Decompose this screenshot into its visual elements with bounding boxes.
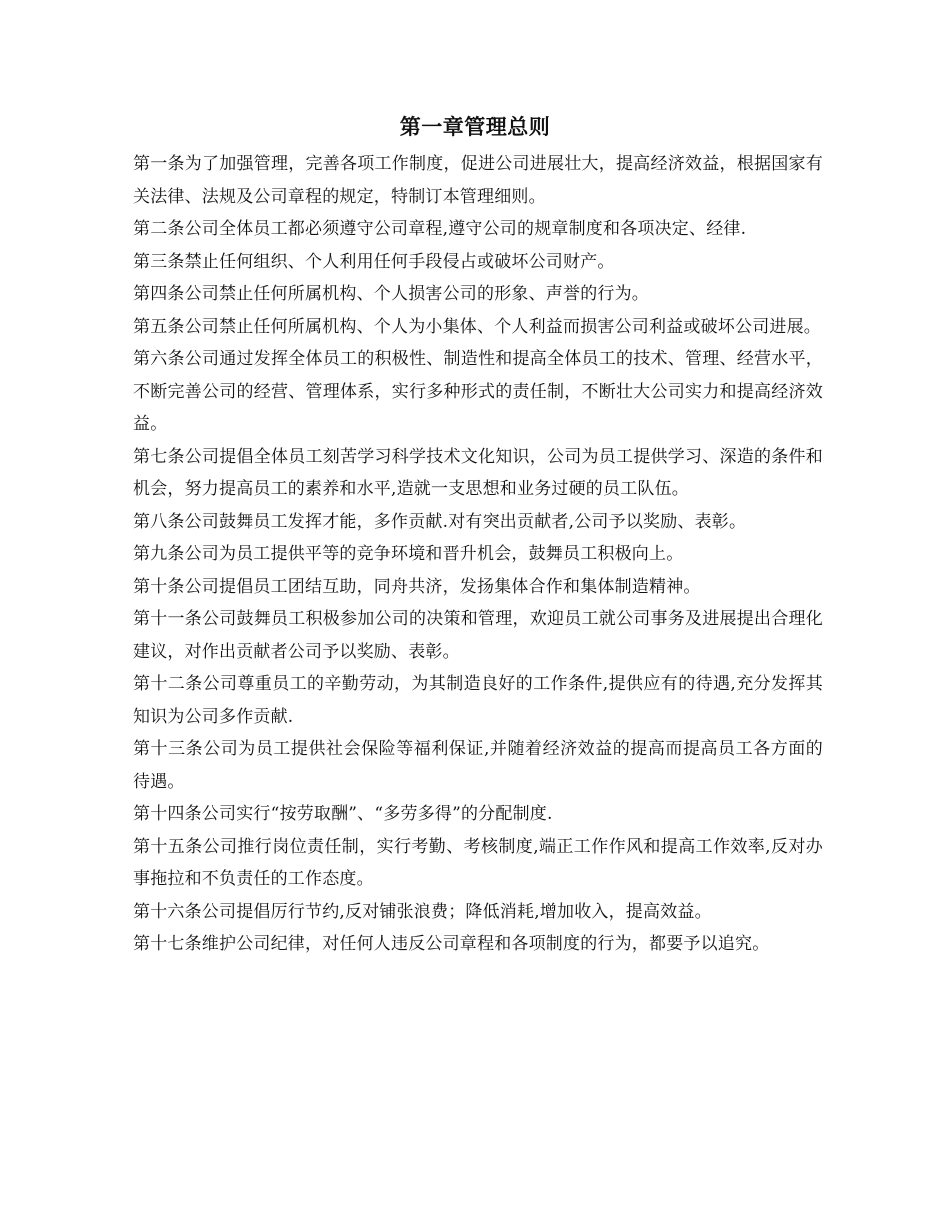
article-list — [133, 148, 823, 961]
article-6: 第六条公司通过发挥全体员工的积极性、制造性和提高全体员工的技术、管理、经营水平，不断完善公司的经营、管理体系，实行多种形式的责任制，不断壮大公司实力和提高经济效益。 — [133, 349, 823, 434]
article-3: 第三条禁止任何组织、个人利用任何手段侵占或破坏公司财产。 — [133, 251, 615, 272]
article-11: 第十一条公司鼓舞员工积极参加公司的决策和管理，欢迎员工就公司事务及进展提出合理化建议，对作出贡献者公司予以奖励、表彰。 — [133, 609, 823, 662]
article-9: 第九条公司为员工提供平等的竞争环境和晋升机会，鼓舞员工积极向上。 — [133, 544, 684, 564]
article-10: 第十条公司提倡员工团结互助，同舟共济，发扬集体合作和集体制造精神。 — [133, 576, 701, 597]
article-7: 第七条公司提倡全体员工刻苦学习科学技术文化知识，公司为员工提供学习、深造的条件和机会，努力提高员工的素养和水平,造就一支思想和业务过硬的员工队伍。 — [133, 446, 823, 499]
article-2: 第二条公司全体员工都必须遵守公司章程,遵守公司的规章制度和各项决定、经律. — [133, 219, 747, 239]
article-16: 第十六条公司提倡厉行节约,反对铺张浪费；降低消耗,增加收入，提高效益。 — [133, 901, 712, 922]
article-4: 第四条公司禁止任何所属机构、个人损害公司的形象、声誉的行为。 — [133, 284, 649, 304]
article-8: 第八条公司鼓舞员工发挥才能，多作贡献.对有突出贡献者,公司予以奖励、表彰。 — [133, 511, 747, 532]
article-13: 第十三条公司为员工提供社会保险等福利保证,并随着经济效益的提高而提高员工各方面的待遇。 — [133, 739, 823, 792]
article-12: 第十二条公司尊重员工的辛勤劳动，为其制造良好的工作条件,提供应有的待遇,充分发挥其知识为公司多作贡献. — [133, 674, 823, 727]
chapter-title: 第一章管理总则 — [399, 115, 551, 139]
article-1: 第一条为了加强管理，完善各项工作制度，促进公司进展壮大，提高经济效益，根据国家有关法律、法规及公司章程的规定，特制订本管理细则。 — [133, 154, 823, 207]
article-17: 第十七条维护公司纪律，对任何人违反公司章程和各项制度的行为，都要予以追究。 — [133, 934, 770, 954]
article-14: 第十四条公司实行“按劳取酬”、“多劳多得”的分配制度. — [133, 804, 553, 824]
article-15: 第十五条公司推行岗位责任制，实行考勤、考核制度,端正工作作风和提高工作效率,反对办事拖拉和不负责任的工作态度。 — [133, 836, 823, 889]
article-5: 第五条公司禁止任何所属机构、个人为小集体、个人利益而损害公司利益或破坏公司进展。 — [133, 316, 821, 337]
